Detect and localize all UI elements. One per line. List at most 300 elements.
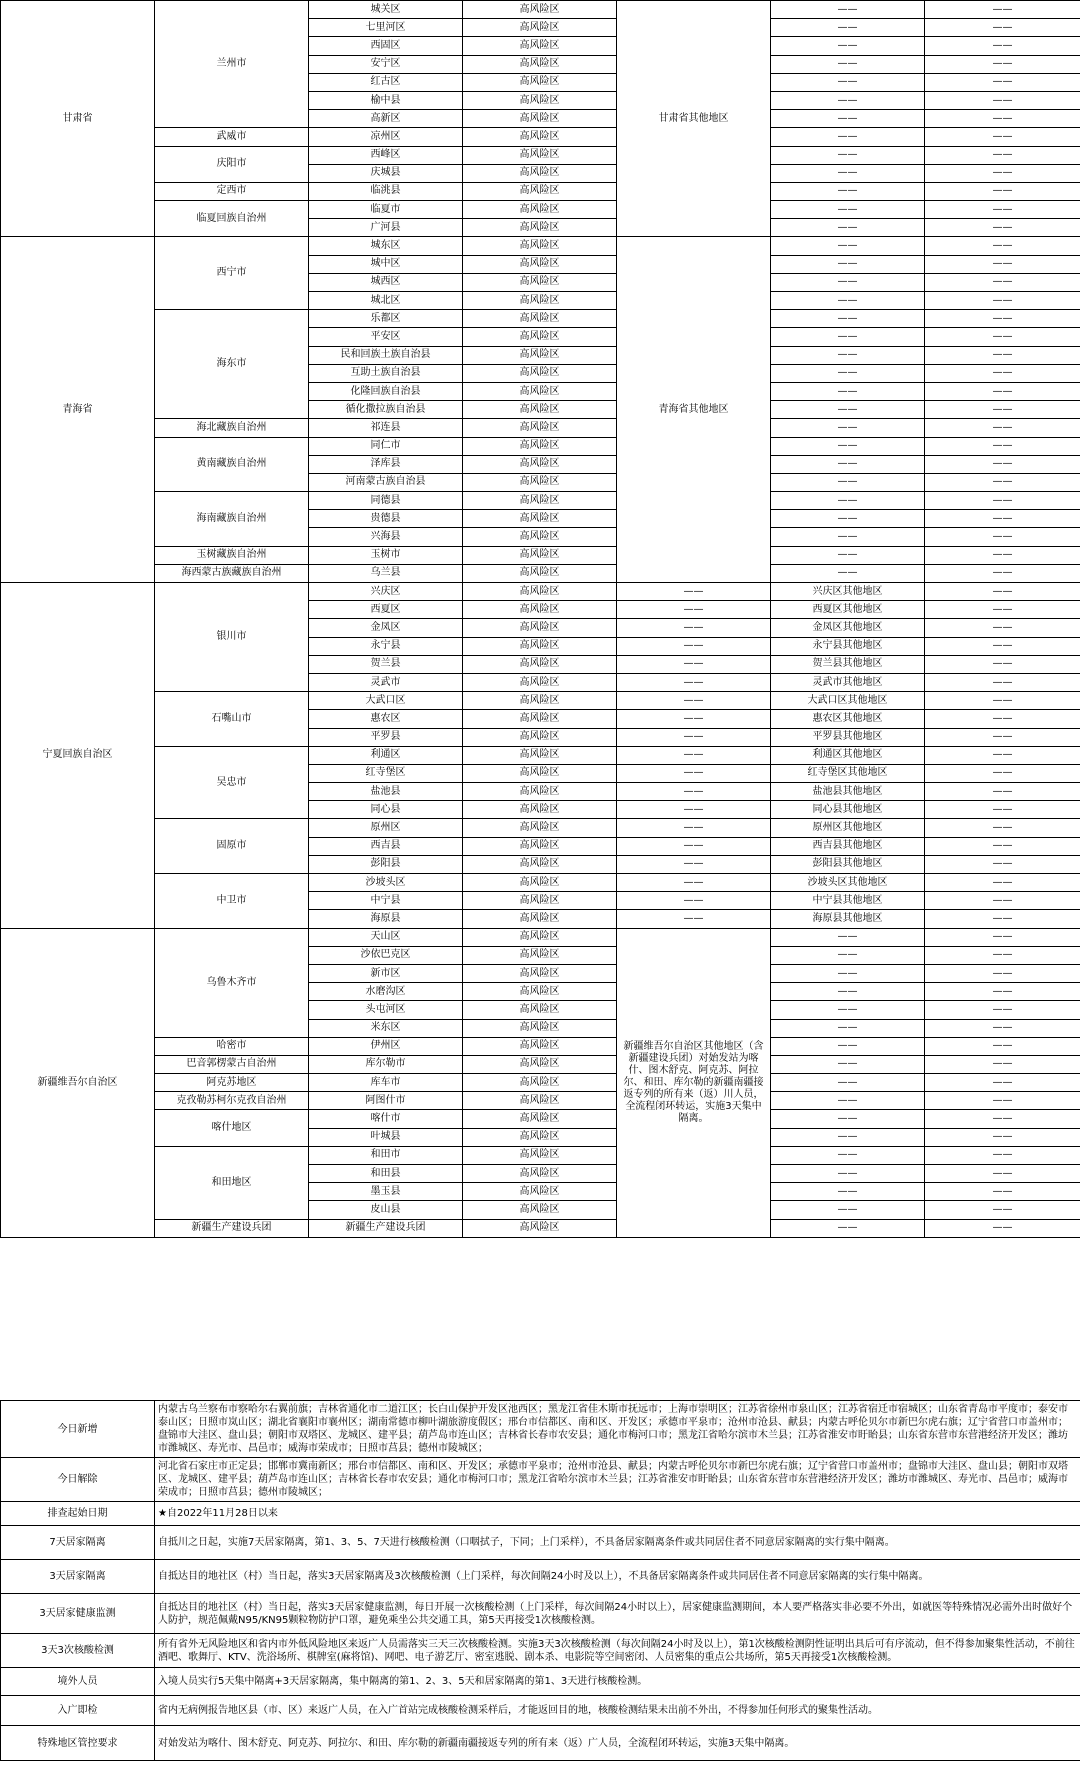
district-other-area-cell: 盐池县其他地区 [771, 783, 925, 801]
district-cell: 同德县 [309, 492, 463, 510]
policy-label: 7天居家隔离 [1, 1526, 155, 1560]
empty-dash-cell: —— [771, 19, 925, 37]
city-cell: 海南藏族自治州 [155, 492, 309, 547]
district-other-area-cell: 中宁县其他地区 [771, 892, 925, 910]
empty-dash-cell: —— [771, 110, 925, 128]
policy-row [1, 1526, 1080, 1560]
city-cell: 海东市 [155, 310, 309, 419]
empty-dash-cell: —— [925, 1201, 1080, 1219]
district-cell: 惠农区 [309, 710, 463, 728]
empty-dash-cell: —— [925, 146, 1080, 164]
table-row [1, 419, 1080, 437]
risk-level-cell: 高风险区 [463, 964, 617, 982]
empty-dash-cell: —— [771, 164, 925, 182]
risk-level-cell: 高风险区 [463, 201, 617, 219]
city-cell: 喀什地区 [155, 1110, 309, 1146]
district-cell: 彭阳县 [309, 855, 463, 873]
risk-level-cell: 高风险区 [463, 492, 617, 510]
risk-level-cell: 高风险区 [463, 164, 617, 182]
empty-dash-cell: —— [925, 401, 1080, 419]
empty-dash-cell: —— [617, 619, 771, 637]
empty-dash-cell: —— [617, 583, 771, 601]
risk-level-cell: 高风险区 [463, 710, 617, 728]
district-cell: 互助土族自治县 [309, 364, 463, 382]
empty-dash-cell: —— [617, 673, 771, 691]
empty-dash-cell: —— [925, 728, 1080, 746]
empty-dash-cell: —— [925, 546, 1080, 564]
empty-dash-cell: —— [925, 764, 1080, 782]
city-cell: 玉树藏族自治州 [155, 546, 309, 564]
district-cell: 兴海县 [309, 528, 463, 546]
empty-dash-cell: —— [617, 746, 771, 764]
empty-dash-cell: —— [925, 37, 1080, 55]
empty-dash-cell: —— [771, 1110, 925, 1128]
table-row [1, 128, 1080, 146]
empty-dash-cell: —— [925, 983, 1080, 1001]
risk-level-cell: 高风险区 [463, 510, 617, 528]
empty-dash-cell: —— [771, 510, 925, 528]
table-row [1, 874, 1080, 892]
risk-level-cell: 高风险区 [463, 801, 617, 819]
risk-level-cell: 高风险区 [463, 110, 617, 128]
table-row [1, 182, 1080, 200]
empty-dash-cell: —— [771, 1019, 925, 1037]
risk-level-cell: 高风险区 [463, 182, 617, 200]
risk-level-cell: 高风险区 [463, 619, 617, 637]
empty-dash-cell: —— [925, 455, 1080, 473]
district-cell: 广河县 [309, 219, 463, 237]
district-cell: 七里河区 [309, 19, 463, 37]
district-cell: 墨玉县 [309, 1183, 463, 1201]
district-cell: 叶城县 [309, 1128, 463, 1146]
empty-dash-cell: —— [925, 564, 1080, 582]
city-cell: 阿克苏地区 [155, 1074, 309, 1092]
district-cell: 新疆生产建设兵团 [309, 1219, 463, 1237]
policy-text: 省内无病例报告地区县（市、区）来返广人员，在入广首站完成核酸检测采样后，才能返回目的地，核酸检测结果未出前不外出，不得参加任何形式的聚集性活动。 [155, 1696, 1080, 1726]
district-cell: 西吉县 [309, 837, 463, 855]
district-other-area-cell: 永宁县其他地区 [771, 637, 925, 655]
empty-dash-cell: —— [925, 1074, 1080, 1092]
district-cell: 米东区 [309, 1019, 463, 1037]
table-row [1, 1, 1080, 19]
empty-dash-cell: —— [925, 655, 1080, 673]
district-cell: 和田县 [309, 1165, 463, 1183]
district-other-area-cell: 贺兰县其他地区 [771, 655, 925, 673]
risk-level-cell: 高风险区 [463, 146, 617, 164]
empty-dash-cell: —— [771, 128, 925, 146]
district-cell: 高新区 [309, 110, 463, 128]
table-row [1, 146, 1080, 164]
risk-level-cell: 高风险区 [463, 1074, 617, 1092]
city-cell: 兰州市 [155, 1, 309, 128]
empty-dash-cell: —— [925, 91, 1080, 109]
empty-dash-cell: —— [771, 419, 925, 437]
empty-dash-cell: —— [771, 928, 925, 946]
empty-dash-cell: —— [771, 292, 925, 310]
empty-dash-cell: —— [771, 182, 925, 200]
empty-dash-cell: —— [617, 601, 771, 619]
district-other-area-cell: 平罗县其他地区 [771, 728, 925, 746]
empty-dash-cell: —— [925, 1092, 1080, 1110]
city-cell: 吴忠市 [155, 746, 309, 819]
empty-dash-cell: —— [771, 1146, 925, 1164]
empty-dash-cell: —— [617, 837, 771, 855]
empty-dash-cell: —— [925, 874, 1080, 892]
empty-dash-cell: —— [925, 710, 1080, 728]
empty-dash-cell: —— [925, 673, 1080, 691]
risk-level-cell: 高风险区 [463, 1092, 617, 1110]
empty-dash-cell: —— [771, 983, 925, 1001]
table-row [1, 310, 1080, 328]
city-cell: 西宁市 [155, 237, 309, 310]
empty-dash-cell: —— [771, 946, 925, 964]
table-row [1, 746, 1080, 764]
table-row [1, 546, 1080, 564]
risk-level-cell: 高风险区 [463, 1001, 617, 1019]
district-cell: 贺兰县 [309, 655, 463, 673]
risk-level-cell: 高风险区 [463, 837, 617, 855]
table-row [1, 1092, 1080, 1110]
empty-dash-cell: —— [771, 310, 925, 328]
district-cell: 榆中县 [309, 91, 463, 109]
risk-level-cell: 高风险区 [463, 528, 617, 546]
empty-dash-cell: —— [771, 1, 925, 19]
policy-text: 自抵达目的地社区（村）当日起，落实3天居家健康监测，每日开展一次核酸检测（上门采样，每次间隔24小时以上），居家健康监测期间，本人要严格落实非必要不外出，如就医等特殊情况必需外出时做好个人防护，规范佩戴N95/KN95颗粒物防护口罩，避免乘坐公共交通工具，第5天再接受1次核酸检测。 [155, 1594, 1080, 1634]
empty-dash-cell: —— [925, 801, 1080, 819]
table-row [1, 1037, 1080, 1055]
policy-label: 3天3次核酸检测 [1, 1634, 155, 1668]
empty-dash-cell: —— [771, 237, 925, 255]
empty-dash-cell: —— [771, 382, 925, 400]
empty-dash-cell: —— [617, 710, 771, 728]
risk-level-cell: 高风险区 [463, 73, 617, 91]
empty-dash-cell: —— [771, 255, 925, 273]
policy-label: 3天居家健康监测 [1, 1594, 155, 1634]
empty-dash-cell: —— [771, 473, 925, 491]
empty-dash-cell: —— [925, 910, 1080, 928]
empty-dash-cell: —— [771, 37, 925, 55]
empty-dash-cell: —— [925, 1019, 1080, 1037]
district-cell: 库车市 [309, 1074, 463, 1092]
empty-dash-cell: —— [771, 1037, 925, 1055]
city-cell: 石嘴山市 [155, 692, 309, 747]
district-other-area-cell: 大武口区其他地区 [771, 692, 925, 710]
district-cell: 临洮县 [309, 182, 463, 200]
policy-label: 3天居家隔离 [1, 1560, 155, 1594]
empty-dash-cell: —— [771, 1219, 925, 1237]
empty-dash-cell: —— [925, 783, 1080, 801]
district-cell: 和田市 [309, 1146, 463, 1164]
risk-level-cell: 高风险区 [463, 1055, 617, 1073]
empty-dash-cell: —— [771, 55, 925, 73]
district-other-area-cell: 同心县其他地区 [771, 801, 925, 819]
risk-level-cell: 高风险区 [463, 55, 617, 73]
district-other-area-cell: 沙坡头区其他地区 [771, 874, 925, 892]
policy-row [1, 1726, 1080, 1761]
empty-dash-cell: —— [617, 655, 771, 673]
empty-dash-cell: —— [925, 1, 1080, 19]
province-cell: 新疆维吾尔自治区 [1, 928, 155, 1237]
risk-level-cell: 高风险区 [463, 1110, 617, 1128]
risk-level-cell: 高风险区 [463, 655, 617, 673]
risk-level-cell: 高风险区 [463, 273, 617, 291]
empty-dash-cell: —— [771, 91, 925, 109]
risk-level-cell: 高风险区 [463, 1183, 617, 1201]
empty-dash-cell: —— [925, 528, 1080, 546]
empty-dash-cell: —— [925, 237, 1080, 255]
empty-dash-cell: —— [925, 364, 1080, 382]
empty-dash-cell: —— [925, 1110, 1080, 1128]
district-cell: 伊州区 [309, 1037, 463, 1055]
empty-dash-cell: —— [771, 1055, 925, 1073]
district-other-area-cell: 原州区其他地区 [771, 819, 925, 837]
policy-text: 自抵达目的地社区（村）当日起，落实3天居家隔离及3次核酸检测（上门采样，每次间隔24小时及以上），不具备居家隔离条件或共同居住者不同意居家隔离的实行集中隔离。 [155, 1560, 1080, 1594]
policy-label: 特殊地区管控要求 [1, 1726, 155, 1761]
district-cell: 临夏市 [309, 201, 463, 219]
province-cell: 青海省 [1, 237, 155, 583]
empty-dash-cell: —— [771, 564, 925, 582]
risk-level-cell: 高风险区 [463, 783, 617, 801]
risk-level-cell: 高风险区 [463, 473, 617, 491]
empty-dash-cell: —— [771, 1201, 925, 1219]
risk-level-cell: 高风险区 [463, 601, 617, 619]
district-cell: 兴庆区 [309, 583, 463, 601]
table-row [1, 1219, 1080, 1237]
risk-level-cell: 高风险区 [463, 764, 617, 782]
district-cell: 头屯河区 [309, 1001, 463, 1019]
risk-level-cell: 高风险区 [463, 91, 617, 109]
district-cell: 红寺堡区 [309, 764, 463, 782]
district-cell: 民和回族土族自治县 [309, 346, 463, 364]
empty-dash-cell: —— [925, 964, 1080, 982]
empty-dash-cell: —— [925, 837, 1080, 855]
district-cell: 库尔勒市 [309, 1055, 463, 1073]
risk-level-cell: 高风险区 [463, 219, 617, 237]
risk-level-cell: 高风险区 [463, 819, 617, 837]
risk-level-cell: 高风险区 [463, 1019, 617, 1037]
district-cell: 同仁市 [309, 437, 463, 455]
city-cell: 哈密市 [155, 1037, 309, 1055]
empty-dash-cell: —— [925, 328, 1080, 346]
city-cell: 中卫市 [155, 874, 309, 929]
district-other-area-cell: 灵武市其他地区 [771, 673, 925, 691]
empty-dash-cell: —— [925, 201, 1080, 219]
risk-level-cell: 高风险区 [463, 1128, 617, 1146]
empty-dash-cell: —— [925, 164, 1080, 182]
district-cell: 西固区 [309, 37, 463, 55]
risk-level-cell: 高风险区 [463, 1037, 617, 1055]
city-cell: 和田地区 [155, 1146, 309, 1219]
risk-level-cell: 高风险区 [463, 37, 617, 55]
district-cell: 利通区 [309, 746, 463, 764]
policy-label: 境外人员 [1, 1668, 155, 1696]
empty-dash-cell: —— [925, 1183, 1080, 1201]
empty-dash-cell: —— [771, 492, 925, 510]
policy-text: 所有省外无风险地区和省内市外低风险地区来返广人员需落实三天三次核酸检测。实施3天3次核酸检测（每次间隔24小时及以上），第1次核酸检测阴性证明出具后可有序流动，但不得参加聚集性活动，不前往酒吧、歌舞厅、KTV、洗浴场所、棋牌室(麻将馆)、网吧、电子游艺厅、密室逃脱、剧本杀、电影院等空间密闭、人员密集的重点公共场所，第5天再接受1次核酸检测。 [155, 1634, 1080, 1668]
empty-dash-cell: —— [925, 182, 1080, 200]
empty-dash-cell: —— [617, 892, 771, 910]
risk-level-cell: 高风险区 [463, 928, 617, 946]
table-row [1, 1146, 1080, 1164]
risk-level-cell: 高风险区 [463, 455, 617, 473]
table-row [1, 583, 1080, 601]
empty-dash-cell: —— [925, 1219, 1080, 1237]
city-cell: 新疆生产建设兵团 [155, 1219, 309, 1237]
district-cell: 城中区 [309, 255, 463, 273]
district-cell: 乐都区 [309, 310, 463, 328]
empty-dash-cell: —— [617, 783, 771, 801]
city-cell: 海西蒙古族藏族自治州 [155, 564, 309, 582]
empty-dash-cell: —— [771, 437, 925, 455]
district-cell: 平罗县 [309, 728, 463, 746]
city-cell: 武威市 [155, 128, 309, 146]
district-other-area-cell: 红寺堡区其他地区 [771, 764, 925, 782]
risk-level-cell: 高风险区 [463, 382, 617, 400]
other-area-cell: 青海省其他地区 [617, 237, 771, 583]
district-cell: 新市区 [309, 964, 463, 982]
empty-dash-cell: —— [771, 546, 925, 564]
empty-dash-cell: —— [771, 73, 925, 91]
district-cell: 凉州区 [309, 128, 463, 146]
policy-table [0, 1400, 1080, 1761]
empty-dash-cell: —— [925, 510, 1080, 528]
risk-level-cell: 高风险区 [463, 855, 617, 873]
city-cell: 海北藏族自治州 [155, 419, 309, 437]
risk-level-cell: 高风险区 [463, 728, 617, 746]
empty-dash-cell: —— [925, 1037, 1080, 1055]
other-area-cell: 甘肃省其他地区 [617, 1, 771, 237]
table-row [1, 1055, 1080, 1073]
policy-text: 河北省石家庄市正定县；邯郸市冀南新区；邢台市信都区、南和区、开发区；承德市平泉市；沧州市沧县、献县；内蒙古呼伦贝尔市新巴尔虎右旗；辽宁省营口市盖州市；盘锦市大洼区、盘山县；朝阳市双塔区、龙城区、建平县；葫芦岛市连山区；吉林省长春市农安县；通化市梅河口市；黑龙江省哈尔滨市木兰县；江苏省淮安市盱眙县；山东省东营市东营港经济开发区；潍坊市潍城区、寿光市、昌邑市；威海市荣成市；日照市莒县；德州市陵城区； [155, 1458, 1080, 1502]
empty-dash-cell: —— [925, 255, 1080, 273]
empty-dash-cell: —— [925, 637, 1080, 655]
empty-dash-cell: —— [771, 1128, 925, 1146]
district-cell: 西夏区 [309, 601, 463, 619]
policy-row [1, 1401, 1080, 1458]
empty-dash-cell: —— [925, 1001, 1080, 1019]
risk-level-cell: 高风险区 [463, 1, 617, 19]
empty-dash-cell: —— [925, 419, 1080, 437]
policy-row [1, 1634, 1080, 1668]
empty-dash-cell: —— [771, 964, 925, 982]
district-other-area-cell: 金凤区其他地区 [771, 619, 925, 637]
empty-dash-cell: —— [925, 19, 1080, 37]
empty-dash-cell: —— [925, 382, 1080, 400]
empty-dash-cell: —— [925, 55, 1080, 73]
policy-row [1, 1502, 1080, 1526]
district-cell: 红古区 [309, 73, 463, 91]
empty-dash-cell: —— [617, 910, 771, 928]
table-row [1, 201, 1080, 219]
table-row [1, 819, 1080, 837]
empty-dash-cell: —— [925, 819, 1080, 837]
empty-dash-cell: —— [771, 346, 925, 364]
empty-dash-cell: —— [617, 855, 771, 873]
district-cell: 化隆回族自治县 [309, 382, 463, 400]
empty-dash-cell: —— [925, 128, 1080, 146]
district-cell: 城西区 [309, 273, 463, 291]
risk-level-cell: 高风险区 [463, 637, 617, 655]
table-row [1, 928, 1080, 946]
empty-dash-cell: —— [925, 746, 1080, 764]
empty-dash-cell: —— [617, 874, 771, 892]
district-cell: 永宁县 [309, 637, 463, 655]
district-cell: 城北区 [309, 292, 463, 310]
empty-dash-cell: —— [771, 401, 925, 419]
empty-dash-cell: —— [771, 1001, 925, 1019]
empty-dash-cell: —— [771, 1165, 925, 1183]
empty-dash-cell: —— [925, 1128, 1080, 1146]
risk-level-cell: 高风险区 [463, 946, 617, 964]
empty-dash-cell: —— [925, 492, 1080, 510]
policy-text: 入境人员实行5天集中隔离+3天居家隔离，集中隔离的第1、2、3、5天和居家隔离的第1、3天进行核酸检测。 [155, 1668, 1080, 1696]
risk-level-cell: 高风险区 [463, 1219, 617, 1237]
district-cell: 沙依巴克区 [309, 946, 463, 964]
risk-level-cell: 高风险区 [463, 237, 617, 255]
empty-dash-cell: —— [617, 819, 771, 837]
empty-dash-cell: —— [925, 583, 1080, 601]
city-cell: 黄南藏族自治州 [155, 437, 309, 492]
empty-dash-cell: —— [617, 801, 771, 819]
district-cell: 海原县 [309, 910, 463, 928]
policy-label: 排查起始日期 [1, 1502, 155, 1526]
empty-dash-cell: —— [771, 364, 925, 382]
risk-level-cell: 高风险区 [463, 910, 617, 928]
city-cell: 克孜勒苏柯尔克孜自治州 [155, 1092, 309, 1110]
table-row [1, 1074, 1080, 1092]
empty-dash-cell: —— [771, 455, 925, 473]
empty-dash-cell: —— [925, 310, 1080, 328]
empty-dash-cell: —— [925, 855, 1080, 873]
table-row [1, 692, 1080, 710]
city-cell: 固原市 [155, 819, 309, 874]
city-cell: 定西市 [155, 182, 309, 200]
district-cell: 原州区 [309, 819, 463, 837]
policy-row [1, 1560, 1080, 1594]
risk-level-cell: 高风险区 [463, 346, 617, 364]
empty-dash-cell: —— [617, 764, 771, 782]
empty-dash-cell: —— [925, 473, 1080, 491]
risk-level-cell: 高风险区 [463, 583, 617, 601]
risk-level-cell: 高风险区 [463, 328, 617, 346]
empty-dash-cell: —— [617, 637, 771, 655]
table-row [1, 492, 1080, 510]
city-cell: 巴音郭楞蒙古自治州 [155, 1055, 309, 1073]
risk-level-cell: 高风险区 [463, 1146, 617, 1164]
empty-dash-cell: —— [925, 1055, 1080, 1073]
empty-dash-cell: —— [925, 619, 1080, 637]
risk-level-cell: 高风险区 [463, 874, 617, 892]
province-cell: 甘肃省 [1, 1, 155, 237]
empty-dash-cell: —— [771, 146, 925, 164]
district-cell: 城东区 [309, 237, 463, 255]
empty-dash-cell: —— [925, 1146, 1080, 1164]
district-other-area-cell: 西吉县其他地区 [771, 837, 925, 855]
table-row [1, 237, 1080, 255]
risk-level-cell: 高风险区 [463, 673, 617, 691]
district-other-area-cell: 惠农区其他地区 [771, 710, 925, 728]
district-cell: 循化撒拉族自治县 [309, 401, 463, 419]
district-other-area-cell: 兴庆区其他地区 [771, 583, 925, 601]
district-cell: 中宁县 [309, 892, 463, 910]
district-cell: 平安区 [309, 328, 463, 346]
district-cell: 喀什市 [309, 1110, 463, 1128]
city-cell: 临夏回族自治州 [155, 201, 309, 237]
risk-level-cell: 高风险区 [463, 19, 617, 37]
empty-dash-cell: —— [617, 692, 771, 710]
empty-dash-cell: —— [925, 219, 1080, 237]
district-other-area-cell: 西夏区其他地区 [771, 601, 925, 619]
